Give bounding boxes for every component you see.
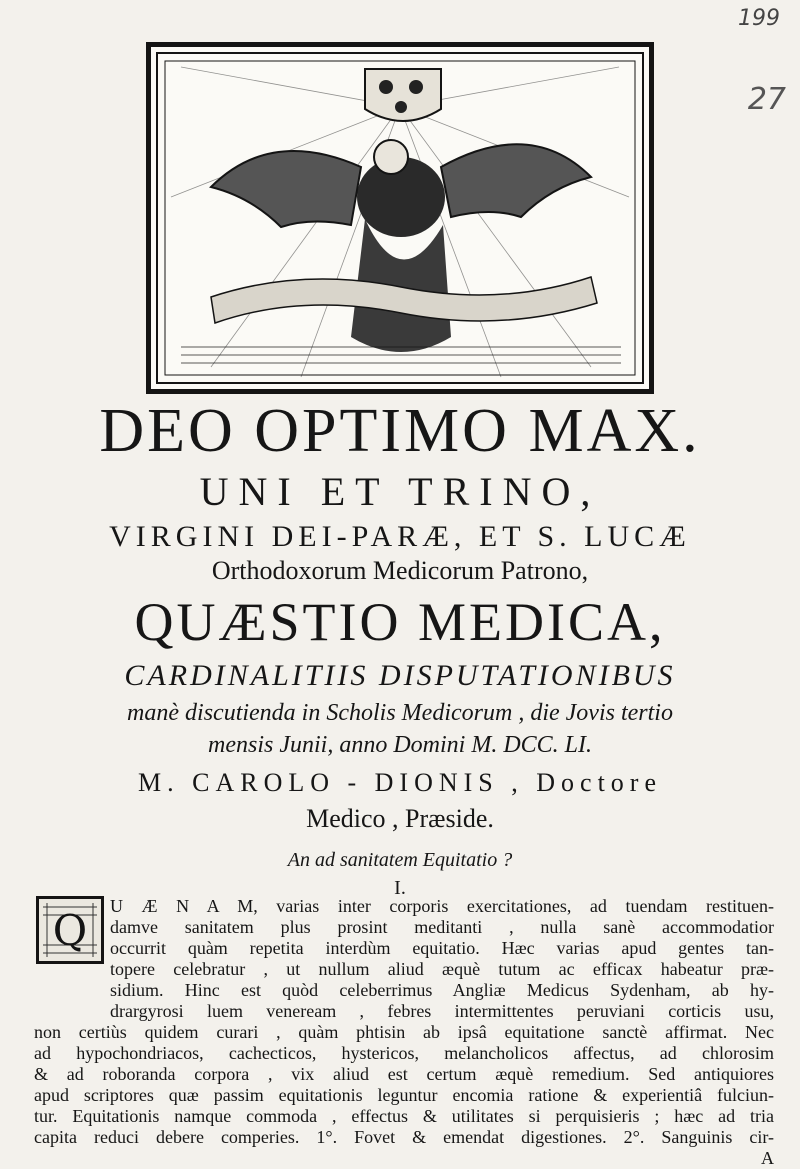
title-quaestio: QUÆSTIO MEDICA, bbox=[134, 592, 666, 652]
title-disputation: CARDINALITIIS DISPUTATIONIBUS bbox=[124, 659, 676, 692]
title-virgin: VIRGINI DEI-PARÆ, ET S. LUCÆ bbox=[109, 520, 691, 553]
body-line: ad hypochondriacos, cachecticos, hystericos, melancholicos affectus, ad chlorosim bbox=[34, 1043, 774, 1063]
initial-letter: Q bbox=[52, 906, 88, 955]
body-line: tur. Equitationis namque commoda , effectus & utilitates si perquisieris ; hæc ad tria bbox=[34, 1106, 774, 1126]
title-praeses-name: M. CAROLO - DIONIS , Doctore bbox=[137, 768, 662, 797]
title-trinity: UNI ET TRINO, bbox=[199, 469, 601, 514]
body-line: non certiùs quidem curari , quàm phtisin ab ipsâ equitatione sanctè affirmat. Nec bbox=[34, 1022, 774, 1042]
body-line: capita reduci debere comperies. 1°. Fovet & emendat digestiones. 2°. Sanguinis cir- bbox=[34, 1127, 774, 1147]
body-paragraph bbox=[34, 896, 774, 1169]
title-dedication: DEO OPTIMO MAX. bbox=[99, 397, 701, 465]
body-line: damve sanitatem plus prosint meditanti , nulla sanè accommodatior bbox=[110, 917, 774, 937]
body-line: occurrit quàm repetita interdùm equitatio. Hæc varias apud gentes tan- bbox=[110, 938, 774, 958]
body-line: sidium. Hinc est quòd celeberrimus Angliæ Medicus Sydenham, ab hy- bbox=[110, 980, 774, 1000]
body-line: U Æ N A M, varias inter corporis exercitationes, ad tuendam restituen- bbox=[110, 896, 774, 916]
body-line: drargyrosi luem veneream , febres intermittentes peruviani corticis usu, bbox=[110, 1001, 774, 1021]
folio-number: 199 bbox=[738, 6, 780, 31]
title-praeses-role: Medico , Præside. bbox=[306, 804, 494, 833]
title-date: mensis Junii, anno Domini M. DCC. LI. bbox=[208, 732, 592, 758]
section-number: I. bbox=[394, 877, 406, 899]
body-line: apud scriptores quæ passim equitationis leguntur encomia ratione & experientiâ fulciun- bbox=[34, 1085, 774, 1105]
title-patron: Orthodoxorum Medicorum Patrono, bbox=[211, 556, 589, 585]
body-line: & ad roboranda corpora , vix aliud est certum æquè remedium. Sed antiquiores bbox=[34, 1064, 774, 1084]
question-heading: An ad sanitatem Equitatio ? bbox=[287, 849, 513, 871]
body-line: topere celebratur , ut nullum aliud æquè tutum ac efficax habeatur præ- bbox=[110, 959, 774, 979]
catchword: A bbox=[761, 1148, 774, 1168]
woodcut-headpiece bbox=[146, 42, 654, 394]
sheet-number: 27 bbox=[747, 82, 786, 117]
title-schedule: manè discutienda in Scholis Medicorum , die Jovis tertio bbox=[127, 700, 673, 726]
